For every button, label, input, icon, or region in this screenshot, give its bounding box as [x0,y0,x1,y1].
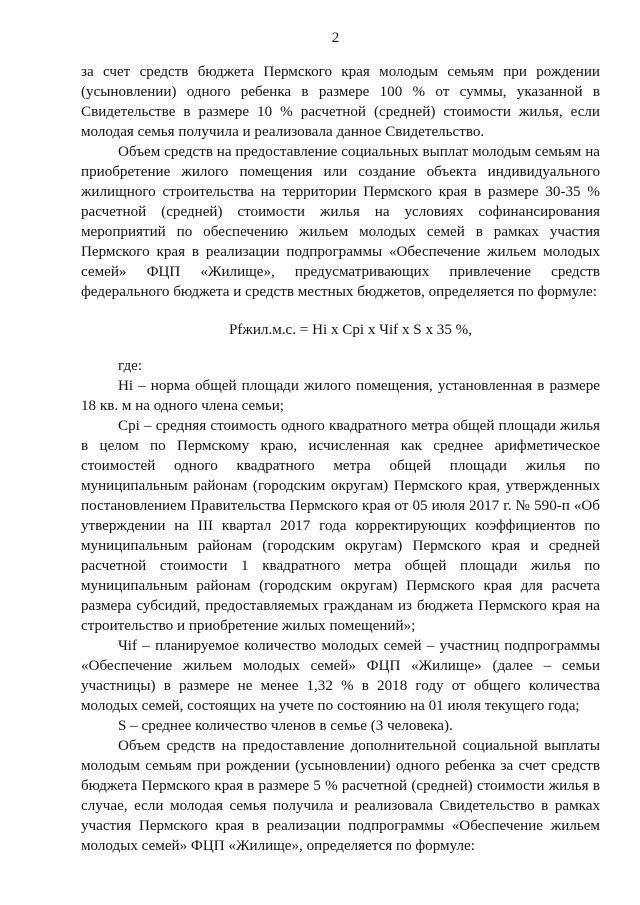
paragraph-additional-payment: Объем средств на предоставление дополнительной социальной выплаты молодым семьям при рождении (усыновлении) одного ребенка за счет средств бюджета Пермского края в размере 5 % расчетной (средней) стоимости жилья в случае, если молодая семья получила и реализовала Свидетельство в рамках участия Пермского края в реализации подпрограммы «Обеспечение жильем молодых семей» ФЦП «Жилище», определяется по формуле: [81,738,600,854]
definition-hi: Hi – норма общей площади жилого помещения, установленная в размере 18 кв. м на одного члена семьи; [81,378,600,414]
paragraph-continuation: за счет средств бюджета Пермского края молодым семьям при рождении (усыновлении) одного ребенка в размере 100 % от суммы, указанной в Свидетельстве в размере 10 % расчетной (средней) стоимости жилья, если молодая семья получила и реализовала данное Свидетельство. [81,64,600,140]
paragraph-social-payments-volume: Объем средств на предоставление социальных выплат молодым семьям на приобретение жилого помещения или создание объекта индивидуального жилищного строительства на территории Пермского края в размере 30-35 % расчетной (средней) стоимости жилья на условиях софинансирования мероприятий по обеспечению жильем молодых семей в рамках участия Пермского края в реализации подпрограммы «Обеспечение жильем молодых семей» ФЦП «Жилище», предусматривающих привлечение средств федерального бюджета и средств местных бюджетов, определяется по формуле: [81,144,600,300]
page-number: 2 [331,30,340,46]
definition-s: S – среднее количество членов в семье (3 человека). [118,718,453,734]
formula: Pfжил.м.с. = Hi х Cpi х Чif х S х 35 %, [228,322,472,338]
paragraph-where: где: [118,358,143,374]
definition-chif: Чif – планируемое количество молодых семей – участниц подпрограммы «Обеспечение жильем молодых семей» ФЦП «Жилище» (далее – семьи участницы) в размере не менее 1,32 % в 2018 году от общего количества молодых семей, состоящих на учете по состоянию на 01 июля текущего года; [81,638,600,714]
definition-cpi: Cpi – средняя стоимость одного квадратного метра общей площади жилья в целом по Пермскому краю, исчисленная как среднее арифметическое стоимостей одного квадратного метра общей площади жилья по муниципальным районам (городским округам) Пермского края, утвержденных постановлением Правительства Пермского края от 05 июля 2017 г. № 590-п «Об утверждении на III квартал 2017 года корректирующих коэффициентов по муниципальным районам (городским округам) Пермского края и средней расчетной стоимости 1 квадратного метра общей площади жилья по муниципальным районам (городским округам) Пермского края для расчета размера субсидий, предоставляемых гражданам из бюджета Пермского края на строительство и приобретение жилых помещений»; [81,418,600,634]
